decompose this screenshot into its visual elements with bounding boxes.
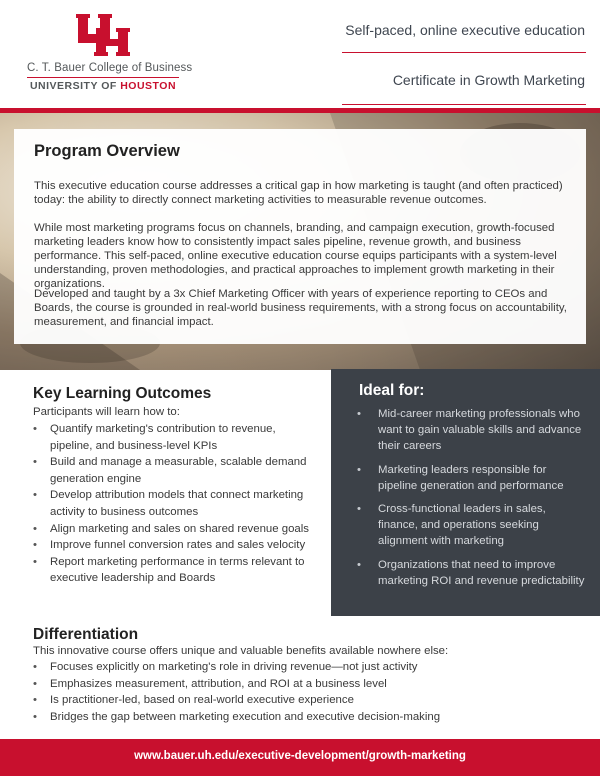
- university-name: UNIVERSITY OF HOUSTON: [29, 80, 177, 92]
- list-item: • Marketing leaders responsible for pipeline generation and performance: [357, 462, 587, 494]
- background-photo: [0, 113, 600, 370]
- list-item: • Is practitioner-led, based on real-world executive experience: [33, 692, 573, 709]
- list-item: • Cross-functional leaders in sales, finance, and operations seeking alignment with marketing: [357, 501, 587, 550]
- overview-title: Program Overview: [34, 142, 180, 160]
- differentiation-intro: This innovative course offers unique and valuable benefits available nowhere else:: [33, 645, 449, 657]
- ideal-for-list: [357, 406, 587, 596]
- list-item: • Bridges the gap between marketing execution and executive decision-making: [33, 709, 573, 726]
- list-item: • Organizations that need to improve marketing ROI and revenue predictability: [357, 557, 587, 589]
- list-item: • Emphasizes measurement, attribution, and ROI at a business level: [33, 676, 573, 693]
- list-item: • Improve funnel conversion rates and sales velocity: [33, 537, 318, 554]
- header-divider: [342, 52, 586, 53]
- list-item: • Report marketing performance in terms relevant to executive leadership and Boards: [33, 554, 318, 587]
- list-item: • Quantify marketing's contribution to revenue, pipeline, and business-level KPIs: [33, 421, 318, 454]
- learning-outcomes-list: [33, 421, 318, 587]
- list-item: • Develop attribution models that connect marketing activity to business outcomes: [33, 487, 318, 520]
- logo-divider: [27, 77, 179, 78]
- overview-paragraph: While most marketing programs focus on channels, branding, and campaign execution, growth-focused marketing leaders know how to consistently impact sales pipeline, revenue growth, and business performance. This self-paced, online executive education course equips participants with a system-level understanding, proven methodologies, and practical approaches to implement growth marketing in their organizations.: [34, 222, 557, 290]
- list-item: • Focuses explicitly on marketing's role in driving revenue—not just activity: [33, 659, 573, 676]
- list-item: • Mid-career marketing professionals who want to gain valuable skills and advance their careers: [357, 406, 587, 455]
- header-subtitle-top: Self-paced, online executive education: [345, 22, 585, 38]
- list-item: • Build and manage a measurable, scalable demand generation engine: [33, 454, 318, 487]
- learning-outcomes-intro: Participants will learn how to:: [33, 406, 180, 418]
- list-item: • Align marketing and sales on shared revenue goals: [33, 521, 318, 538]
- ideal-for-title: Ideal for:: [359, 382, 425, 399]
- differentiation-title: Differentiation: [33, 626, 139, 643]
- header-subtitle-bottom: Certificate in Growth Marketing: [392, 72, 585, 88]
- overview-paragraph: This executive education course addresses a critical gap in how marketing is taught (and often practiced) today: the ability to directly connect marketing activities to measurable revenue outcomes.: [34, 180, 563, 206]
- footer-bar: [0, 739, 600, 776]
- college-name: C. T. Bauer College of Business: [27, 62, 193, 74]
- ideal-for-panel: [331, 369, 600, 616]
- learning-outcomes-title: Key Learning Outcomes: [33, 385, 212, 402]
- overview-paragraph: Developed and taught by a 3x Chief Marketing Officer with years of experience reporting to CEOs and Boards, the course is grounded in real-world business requirements, with a strong focus on accountability, measurement, and financial impact.: [34, 288, 567, 328]
- program-overview-card: [14, 129, 586, 344]
- differentiation-list: [33, 659, 573, 725]
- uh-interlocking-logo-icon: [76, 12, 130, 58]
- header-divider: [342, 104, 586, 105]
- footer-url-link[interactable]: www.bauer.uh.edu/executive-development/growth-marketing: [134, 750, 466, 762]
